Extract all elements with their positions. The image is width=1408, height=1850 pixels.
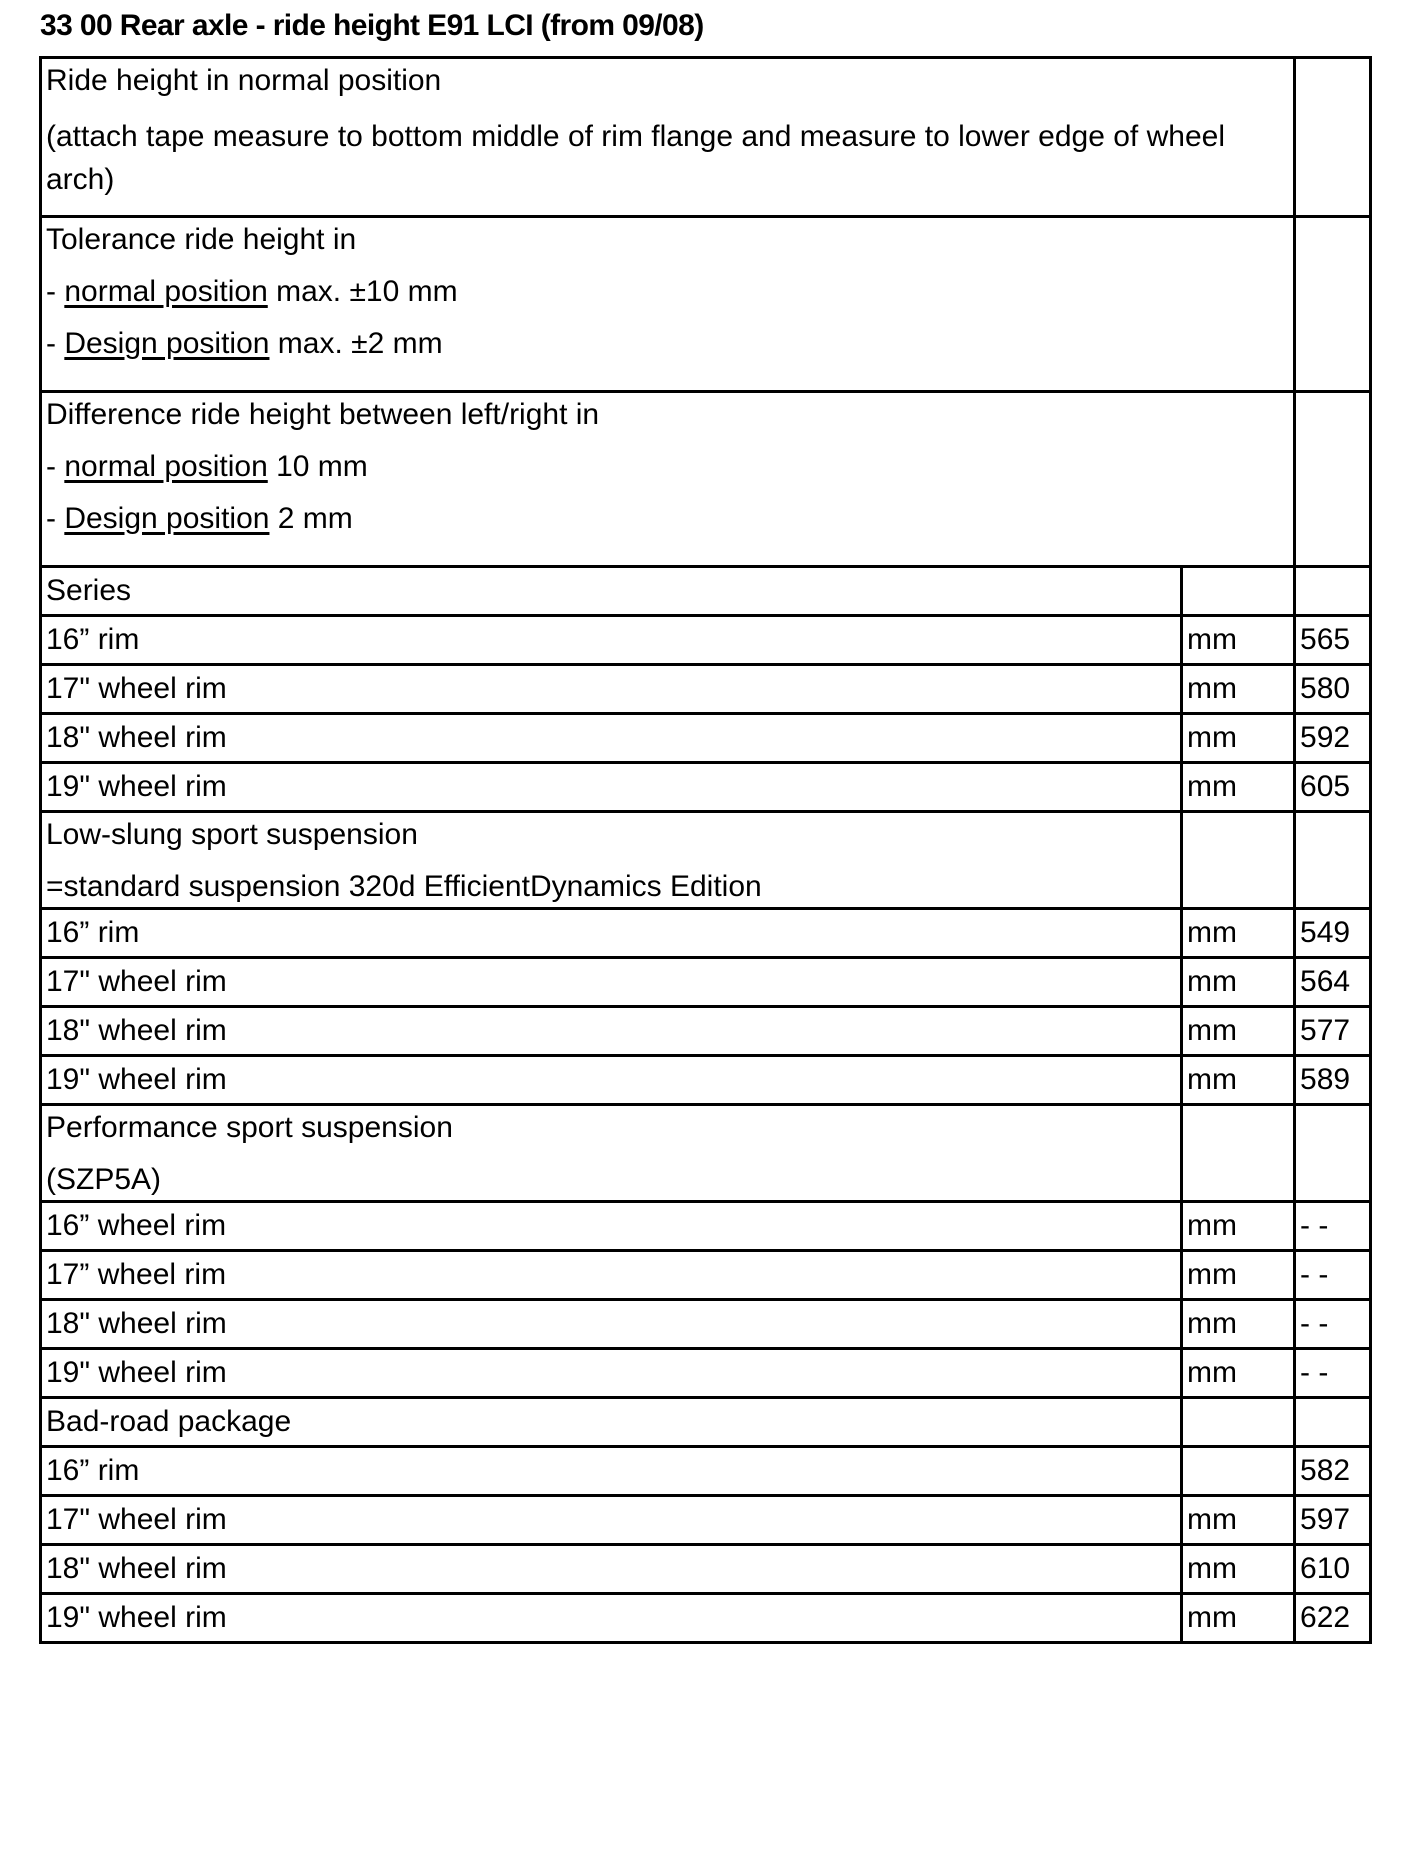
table-row (41, 714, 1371, 763)
design-position-link[interactable]: Design position (64, 502, 270, 535)
rim-label: 19" wheel rim (41, 1594, 1182, 1643)
value: 597 (1295, 1496, 1371, 1545)
unit: mm (1182, 1300, 1295, 1349)
value: 610 (1295, 1545, 1371, 1594)
unit: mm (1182, 1202, 1295, 1251)
table-row (41, 1202, 1371, 1251)
unit (1182, 1447, 1295, 1496)
value: 622 (1295, 1594, 1371, 1643)
difference-heading: Difference ride height between left/right in (46, 398, 600, 431)
table-row (41, 1447, 1371, 1496)
tolerance-design-line (46, 326, 1289, 362)
table-row (41, 616, 1371, 665)
table-row (41, 1007, 1371, 1056)
unit: mm (1182, 1594, 1295, 1643)
difference-design-value: 2 mm (269, 502, 353, 535)
table-row (41, 1349, 1371, 1398)
difference-normal-line (46, 449, 1289, 485)
unit: mm (1182, 616, 1295, 665)
lowslung-heading (41, 812, 1182, 909)
badroad-heading: Bad-road package (41, 1398, 1182, 1447)
lowslung-heading-line1: Low-slung sport suspension (46, 818, 418, 851)
table-row (41, 1545, 1371, 1594)
value: - - (1295, 1300, 1371, 1349)
unit: mm (1182, 763, 1295, 812)
value: 605 (1295, 763, 1371, 812)
tolerance-cell (41, 217, 1295, 392)
value: 580 (1295, 665, 1371, 714)
value: 549 (1295, 909, 1371, 958)
value: 565 (1295, 616, 1371, 665)
difference-design-line (46, 501, 1289, 537)
value: - - (1295, 1349, 1371, 1398)
empty-value-cell (1295, 1105, 1371, 1202)
tolerance-row (41, 217, 1371, 392)
performance-heading (41, 1105, 1182, 1202)
difference-row (41, 392, 1371, 567)
intro-row (41, 58, 1371, 217)
rim-label: 16” rim (41, 909, 1182, 958)
rim-label: 17" wheel rim (41, 1496, 1182, 1545)
unit: mm (1182, 909, 1295, 958)
rim-label: 17" wheel rim (41, 665, 1182, 714)
empty-unit-cell (1182, 1105, 1295, 1202)
value: - - (1295, 1251, 1371, 1300)
empty-unit-cell (1182, 812, 1295, 909)
design-position-link[interactable]: Design position (64, 327, 270, 360)
series-heading-row (41, 567, 1371, 616)
empty-value-cell (1295, 812, 1371, 909)
tolerance-normal-line (46, 274, 1289, 310)
value: 589 (1295, 1056, 1371, 1105)
rim-label: 19" wheel rim (41, 763, 1182, 812)
rim-label: 16” wheel rim (41, 1202, 1182, 1251)
tolerance-value-cell (1295, 217, 1371, 392)
difference-normal-prefix: - (46, 450, 65, 483)
lowslung-heading-row (41, 812, 1371, 909)
rim-label: 19" wheel rim (41, 1349, 1182, 1398)
rim-label: 16” rim (41, 1447, 1182, 1496)
difference-normal-value: 10 mm (267, 450, 368, 483)
page-title: 33 00 Rear axle - ride height E91 LCI (from 09/08) (40, 9, 704, 42)
performance-heading-row (41, 1105, 1371, 1202)
intro-line1: Ride height in normal position (46, 64, 442, 97)
difference-cell (41, 392, 1295, 567)
table-row (41, 958, 1371, 1007)
empty-unit-cell (1182, 1398, 1295, 1447)
table-row (41, 909, 1371, 958)
table-row (41, 1594, 1371, 1643)
rim-label: 17” wheel rim (41, 1251, 1182, 1300)
unit: mm (1182, 1349, 1295, 1398)
table-row (41, 1251, 1371, 1300)
series-heading: Series (41, 567, 1182, 616)
normal-position-link[interactable]: normal position (64, 275, 268, 308)
normal-position-link[interactable]: normal position (64, 450, 268, 483)
table-row (41, 1300, 1371, 1349)
rim-label: 18" wheel rim (41, 1545, 1182, 1594)
difference-design-prefix: - (46, 502, 65, 535)
unit: mm (1182, 1056, 1295, 1105)
table-row (41, 665, 1371, 714)
table-row (41, 763, 1371, 812)
unit: mm (1182, 714, 1295, 763)
unit: mm (1182, 1496, 1295, 1545)
lowslung-heading-line2: =standard suspension 320d EfficientDynamics Edition (46, 870, 762, 903)
value: 564 (1295, 958, 1371, 1007)
rim-label: 19" wheel rim (41, 1056, 1182, 1105)
tolerance-design-prefix: - (46, 327, 65, 360)
unit: mm (1182, 958, 1295, 1007)
difference-value-cell (1295, 392, 1371, 567)
ride-height-table (39, 56, 1372, 1644)
tolerance-design-value: max. ±2 mm (269, 327, 443, 360)
empty-unit-cell (1182, 567, 1295, 616)
table-row (41, 1056, 1371, 1105)
empty-value-cell (1295, 1398, 1371, 1447)
tolerance-normal-prefix: - (46, 275, 65, 308)
value: 592 (1295, 714, 1371, 763)
rim-label: 18" wheel rim (41, 714, 1182, 763)
value: 577 (1295, 1007, 1371, 1056)
intro-cell (41, 58, 1295, 217)
unit: mm (1182, 665, 1295, 714)
performance-heading-line1: Performance sport suspension (46, 1111, 453, 1144)
rim-label: 18" wheel rim (41, 1300, 1182, 1349)
rim-label: 18" wheel rim (41, 1007, 1182, 1056)
value: 582 (1295, 1447, 1371, 1496)
unit: mm (1182, 1007, 1295, 1056)
unit: mm (1182, 1251, 1295, 1300)
intro-line2: (attach tape measure to bottom middle of rim flange and measure to lower edge of wheel arch) (46, 120, 1225, 196)
unit: mm (1182, 1545, 1295, 1594)
badroad-heading-row (41, 1398, 1371, 1447)
table-row (41, 1496, 1371, 1545)
tolerance-normal-value: max. ±10 mm (267, 275, 458, 308)
rim-label: 16” rim (41, 616, 1182, 665)
intro-value-cell (1295, 58, 1371, 217)
value: - - (1295, 1202, 1371, 1251)
tolerance-heading: Tolerance ride height in (46, 223, 357, 256)
rim-label: 17" wheel rim (41, 958, 1182, 1007)
empty-value-cell (1295, 567, 1371, 616)
performance-heading-line2: (SZP5A) (46, 1163, 162, 1196)
